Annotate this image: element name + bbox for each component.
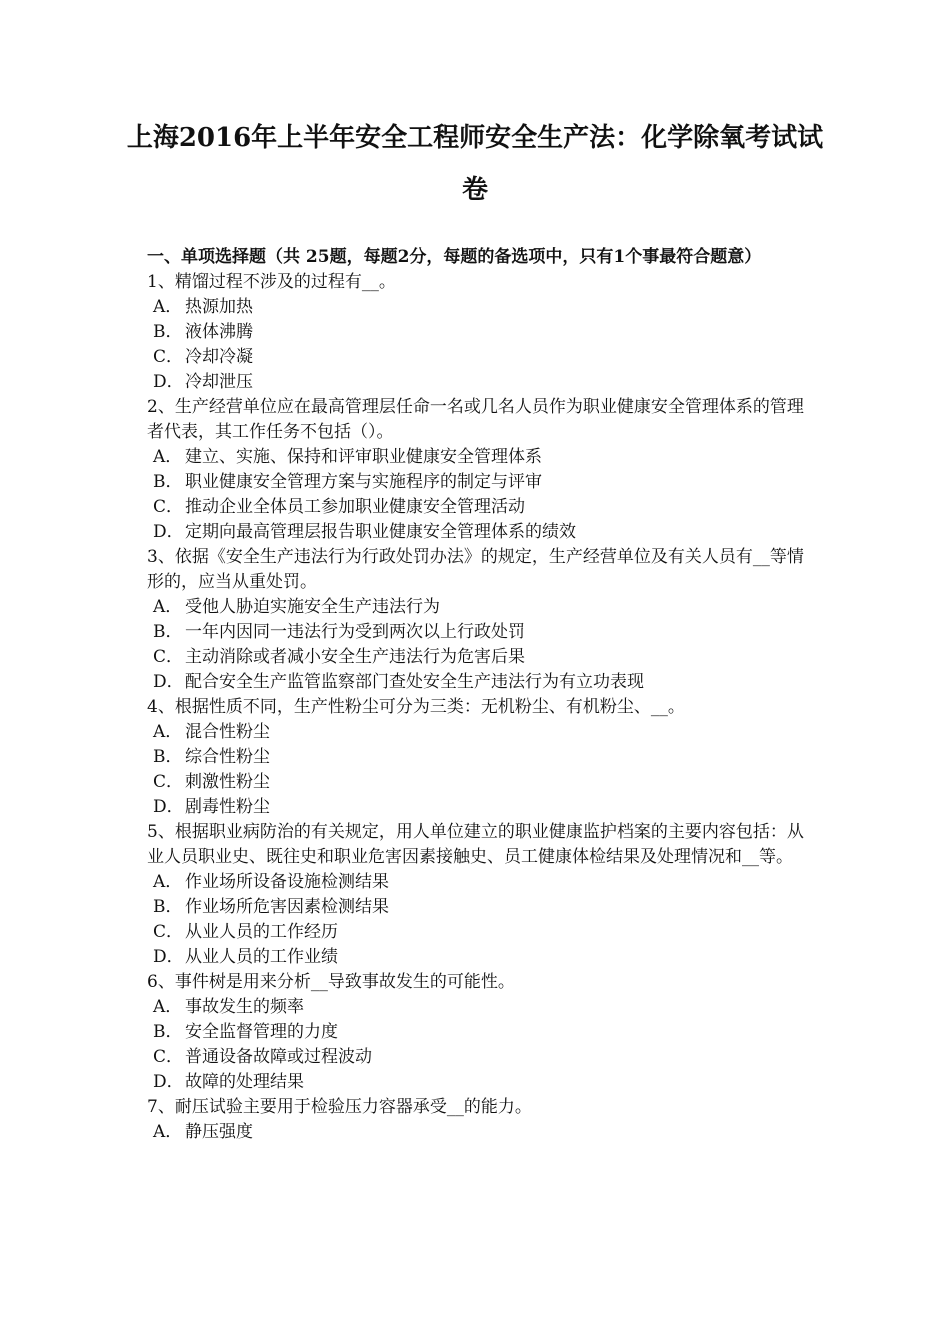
answer-option [147,645,807,670]
answer-option [147,895,807,920]
document-title: 上海2016年上半年安全工程师安全生产法：化学除氧考试试卷 [126,123,824,205]
option-letter: B． [153,897,183,917]
question-item [147,970,807,1095]
option-letter: B． [153,1022,183,1042]
option-text: 静压强度 [185,1122,253,1142]
option-letter: A． [153,447,183,467]
option-letter: A． [153,872,183,892]
answer-option [147,1045,807,1070]
question-text: 6、事件树是用来分析__导致事故发生的可能性。 [147,972,515,992]
answer-option [147,320,807,345]
answer-option [147,520,807,545]
option-text: 受他人胁迫实施安全生产违法行为 [185,597,440,617]
section-heading: 一、单项选择题（共 25题，每题2分，每题的备选项中，只有1个事最符合题意） [147,247,762,267]
answer-option [147,945,807,970]
option-letter: D． [153,797,184,817]
option-text: 液体沸腾 [185,322,253,342]
option-text: 建立、实施、保持和评审职业健康安全管理体系 [185,447,542,467]
option-letter: D． [153,947,184,967]
option-letter: A． [153,722,183,742]
question-text: 2、生产经营单位应在最高管理层任命一名或几名人员作为职业健康安全管理体系的管理者代表，其工作任务不包括（）。 [147,397,804,442]
option-letter: B． [153,622,183,642]
answer-option [147,995,807,1020]
option-letter: D． [153,672,184,692]
question-item [147,820,807,970]
option-letter: B． [153,472,183,492]
answer-option [147,720,807,745]
document-body [147,245,807,1145]
option-letter: A． [153,297,183,317]
option-text: 推动企业全体员工参加职业健康安全管理活动 [185,497,525,517]
option-text: 刺激性粉尘 [185,772,270,792]
question-item [147,395,807,545]
option-text: 热源加热 [185,297,253,317]
answer-option [147,370,807,395]
option-text: 剧毒性粉尘 [185,797,270,817]
answer-option [147,920,807,945]
answer-option [147,870,807,895]
option-text: 作业场所设备设施检测结果 [185,872,389,892]
answer-option [147,1120,807,1145]
answer-option [147,670,807,695]
option-text: 配合安全生产监管监察部门查处安全生产违法行为有立功表现 [185,672,644,692]
option-text: 作业场所危害因素检测结果 [185,897,389,917]
option-text: 职业健康安全管理方案与实施程序的制定与评审 [185,472,542,492]
option-letter: A． [153,997,183,1017]
option-letter: C． [153,497,184,517]
option-letter: C． [153,347,184,367]
answer-option [147,295,807,320]
option-letter: A． [153,597,183,617]
answer-option [147,470,807,495]
question-text: 4、根据性质不同，生产性粉尘可分为三类：无机粉尘、有机粉尘、__。 [147,697,685,717]
answer-option [147,595,807,620]
option-letter: A． [153,1122,183,1142]
question-item [147,695,807,820]
answer-option [147,1020,807,1045]
option-text: 冷却泄压 [185,372,253,392]
option-text: 主动消除或者减小安全生产违法行为危害后果 [185,647,525,667]
option-letter: D． [153,1072,184,1092]
question-text: 7、耐压试验主要用于检验压力容器承受__的能力。 [147,1097,532,1117]
answer-option [147,1070,807,1095]
option-letter: B． [153,747,183,767]
question-list [147,270,807,1145]
option-letter: C． [153,772,184,792]
option-letter: D． [153,372,184,392]
option-text: 从业人员的工作经历 [185,922,338,942]
answer-option [147,745,807,770]
option-letter: D． [153,522,184,542]
option-letter: C． [153,1047,184,1067]
option-text: 事故发生的频率 [185,997,304,1017]
option-text: 一年内因同一违法行为受到两次以上行政处罚 [185,622,525,642]
option-text: 普通设备故障或过程波动 [185,1047,372,1067]
option-text: 冷却冷凝 [185,347,253,367]
option-letter: B． [153,322,183,342]
answer-option [147,620,807,645]
option-text: 综合性粉尘 [185,747,270,767]
answer-option [147,495,807,520]
question-item [147,1095,807,1145]
option-letter: C． [153,647,184,667]
option-text: 混合性粉尘 [185,722,270,742]
question-text: 3、依据《安全生产违法行为行政处罚办法》的规定，生产经营单位及有关人员有__等情形的，应当从重处罚。 [147,547,804,592]
option-text: 从业人员的工作业绩 [185,947,338,967]
question-text: 1、精馏过程不涉及的过程有__。 [147,272,396,292]
question-item [147,270,807,395]
answer-option [147,795,807,820]
question-item [147,545,807,695]
option-letter: C． [153,922,184,942]
answer-option [147,445,807,470]
option-text: 定期向最高管理层报告职业健康安全管理体系的绩效 [185,522,576,542]
option-text: 故障的处理结果 [185,1072,304,1092]
option-text: 安全监督管理的力度 [185,1022,338,1042]
question-text: 5、根据职业病防治的有关规定，用人单位建立的职业健康监护档案的主要内容包括：从业人员职业史、既往史和职业危害因素接触史、员工健康体检结果及处理情况和__等。 [147,822,804,867]
answer-option [147,770,807,795]
answer-option [147,345,807,370]
